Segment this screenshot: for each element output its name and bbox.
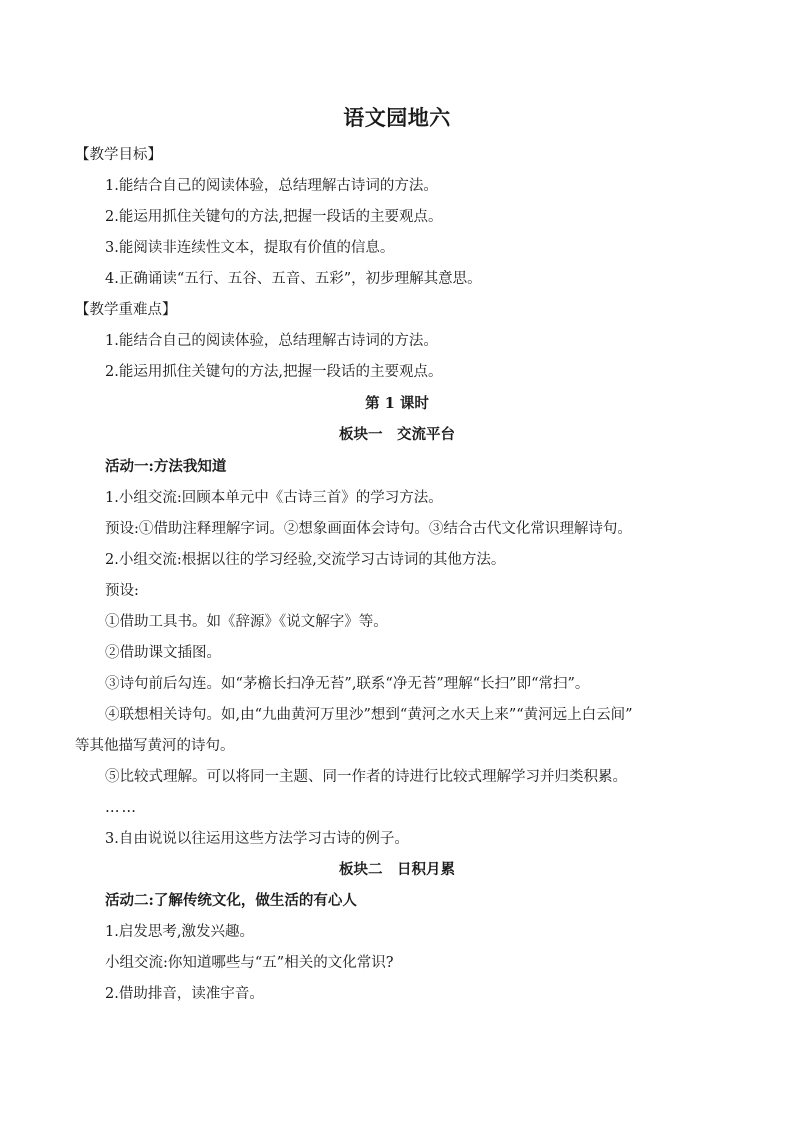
key-points-heading: 【教学重难点】 xyxy=(75,302,177,318)
goal-item: 1.能结合自己的阅读体验，总结理解古诗词的方法。 xyxy=(105,178,438,194)
block-two-heading: 板块二 日积月累 xyxy=(339,861,455,878)
page-title: 语文园地六 xyxy=(343,105,451,130)
activity-one-line: 等其他描写黄河的诗句。 xyxy=(75,738,235,754)
goal-item: 3.能阅读非连续性文本，提取有价值的信息。 xyxy=(105,240,395,256)
activity-one-line: ①借助工具书。如《辞源》《说文解字》等。 xyxy=(105,614,388,630)
goal-item: 4.正确诵读“五行、五谷、五音、五彩”，初步理解其意思。 xyxy=(105,271,482,287)
lesson-title: 第 1 课时 xyxy=(365,395,429,412)
activity-one-line: ④联想相关诗句。如,由“九曲黄河万里沙”想到“黄河之水天上来”“黄河远上白云间” xyxy=(105,707,633,723)
ellipsis-line: …… xyxy=(105,800,138,816)
activity-one-line: 1.小组交流:回顾本单元中《古诗三首》的学习方法。 xyxy=(105,490,443,506)
activity-one-line: 预设:①借助注释理解字词。②想象画面体会诗句。③结合古代文化常识理解诗句。 xyxy=(105,521,632,537)
activity-two-line: 1.启发思考,激发兴趣。 xyxy=(105,924,254,940)
activity-two-heading: 活动二:了解传统文化，做生活的有心人 xyxy=(105,892,357,909)
activity-two-line: 2.借助排音，读准宇音。 xyxy=(105,986,264,1002)
key-point-item: 1.能结合自己的阅读体验，总结理解古诗词的方法。 xyxy=(105,333,438,349)
activity-one-heading: 活动一:方法我知道 xyxy=(105,458,227,475)
activity-one-line: 2.小组交流:根据以往的学习经验,交流学习古诗词的其他方法。 xyxy=(105,552,506,568)
activity-one-line: 预设: xyxy=(105,583,139,599)
goals-heading: 【教学目标】 xyxy=(75,147,162,163)
activity-one-line: ②借助课文插图。 xyxy=(105,645,221,661)
activity-two-line: 小组交流:你知道哪些与“五”相关的文化常识? xyxy=(105,955,394,971)
activity-one-line: ③诗句前后勾连。如“茅檐长扫净无苔”,联系“净无苔”理解“长扫”即“常扫”。 xyxy=(105,676,590,692)
key-point-item: 2.能运用抓住关键句的方法,把握一段话的主要观点。 xyxy=(105,364,443,380)
goal-item: 2.能运用抓住关键句的方法,把握一段话的主要观点。 xyxy=(105,209,443,225)
activity-one-line: 3.自由说说以往运用这些方法学习古诗的例子。 xyxy=(105,831,409,847)
activity-one-line: ⑤比较式理解。可以将同一主题、同一作者的诗进行比较式理解学习并归类积累。 xyxy=(105,769,627,785)
block-one-heading: 板块一 交流平台 xyxy=(339,426,455,443)
